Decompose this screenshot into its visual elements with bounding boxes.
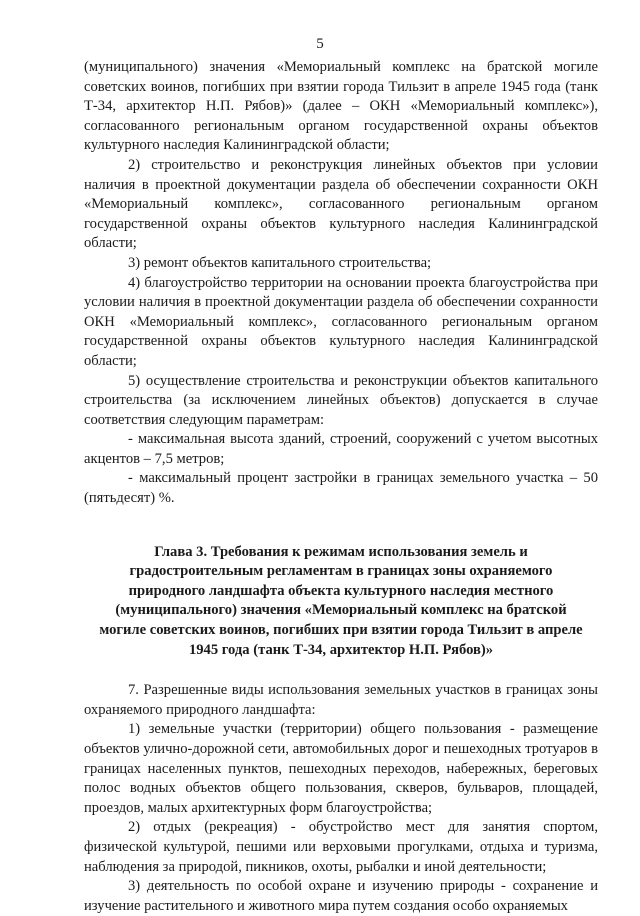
paragraph: - максимальная высота зданий, строений, сооружений с учетом высотных акцентов – 7,5 метров; [84, 431, 598, 467]
paragraph: 2) строительство и реконструкция линейных объектов при условии наличия в проектной документации раздела об обеспечении сохранности ОКН «Мемориальный комплекс», согласованного региональным органом государственной охраны объектов культурного наследия Калининградской области; [84, 156, 598, 252]
chapter-heading: Глава 3. Требования к режимам использования земель и градостроительным регламентам в границах зоны охраняемого природного ландшафта объекта культурного наследия местного (муниципального) значения «Мемориальный комплекс на братской могиле советских воинов, погибших при взятии города Тильзит в апреле 1945 года (танк Т-34, архитектор Н.П. Рябов)» [99, 543, 583, 658]
paragraph: 2) отдых (рекреация) - обустройство мест для занятия спортом, физической культурой, пешими или верховыми прогулками, отдыха и туризма, наблюдения за природой, пикников, охоты, рыбалки и иной деятельности; [84, 819, 598, 875]
paragraphs-top [84, 58, 598, 509]
paragraph: 3) ремонт объектов капитального строительства; [128, 254, 432, 271]
paragraph: - максимальный процент застройки в границах земельного участка – 50 (пятьдесят) %. [84, 470, 598, 507]
page-number: 5 [316, 36, 324, 52]
paragraphs-bottom [84, 681, 598, 916]
paragraph: 4) благоустройство территории на основании проекта благоустройства при условии наличия в проектной документации раздела об обеспечении сохранности ОКН «Мемориальный комплекс», согласованного региональным органом государственной охраны объектов культурного наследия Калининградской области; [84, 274, 598, 369]
paragraph: 3) деятельность по особой охране и изучению природы - сохранение и изучение растительного и животного мира путем создания особо охраняемых [84, 878, 598, 914]
paragraph: 1) земельные участки (территории) общего пользования - размещение объектов улично-дорожной сети, автомобильных дорог и пешеходных тротуаров в границах населенных пунктов, пешеходных переходов, набережных, береговых полос водных объектов общего пользования, скверов, бульваров, площадей, проездов, малых архитектурных форм благоустройства; [84, 721, 598, 816]
paragraph: (муниципального) значения «Мемориальный комплекс на братской могиле советских воинов, погибших при взятии города Тильзит в апреле 1945 года (танк Т-34, архитектор Н.П. Рябов)» (далее – ОКН «Мемориальный комплекс»), согласованного региональным органом государственной охраны объектов культурного наследия Калининградской области; [84, 59, 598, 154]
document-body [84, 58, 598, 916]
paragraph: 7. Разрешенные виды использования земельных участков в границах зоны охраняемого природного ландшафта: [84, 682, 598, 718]
paragraph: 5) осуществление строительства и реконструкции объектов капитального строительства (за исключением линейных объектов) допускается в случае соответствия следующим параметрам: [84, 372, 598, 428]
